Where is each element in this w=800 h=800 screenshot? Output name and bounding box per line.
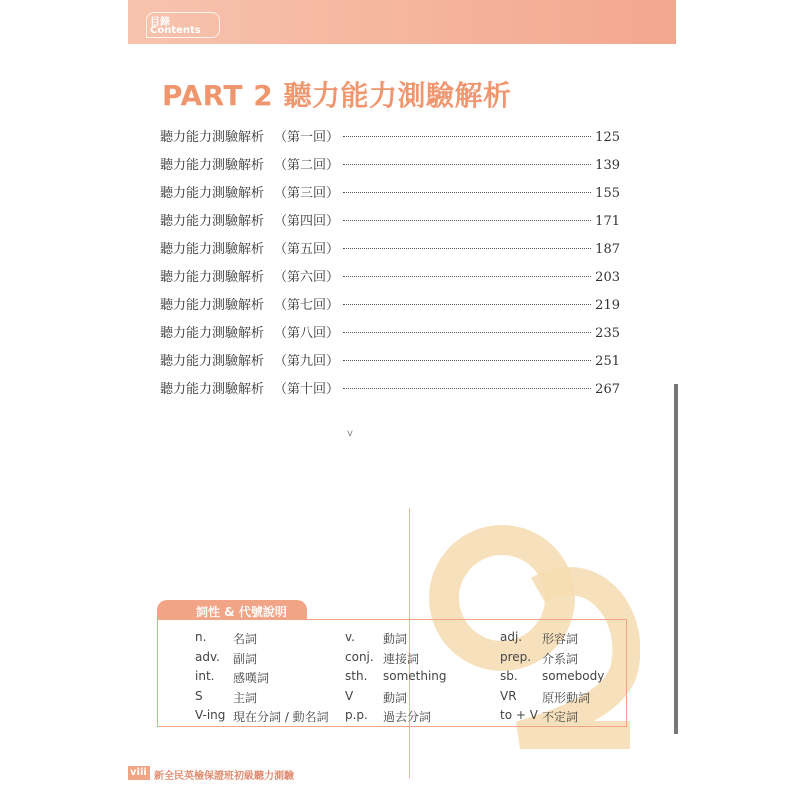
toc-leader-dots bbox=[343, 332, 591, 333]
legend-item bbox=[500, 708, 579, 724]
legend-meaning: 副詞 bbox=[233, 651, 258, 666]
footer-book-title: 新全民英檢保證班初級聽力測驗 bbox=[154, 771, 294, 782]
toc-title: 聽力能力測驗解析 bbox=[160, 214, 265, 229]
legend-meaning: 現在分詞 / 動名詞 bbox=[233, 710, 329, 724]
legend-meaning: 原形動詞 bbox=[542, 690, 591, 705]
toc-leader-dots bbox=[343, 136, 591, 137]
page-margin bbox=[676, 0, 800, 800]
legend-item bbox=[195, 649, 258, 666]
toc-title: 聽力能力測驗解析 bbox=[160, 354, 265, 369]
toc-row bbox=[160, 238, 620, 266]
toc-page-number: 187 bbox=[595, 242, 620, 257]
toc-row bbox=[160, 322, 620, 350]
legend-meaning: 介系詞 bbox=[542, 651, 579, 666]
legend-abbr: int. bbox=[195, 669, 215, 683]
legend-abbr: to + V bbox=[500, 708, 538, 722]
legend-abbr: prep. bbox=[500, 649, 532, 664]
toc-round: （第四回） bbox=[274, 214, 340, 229]
legend-item bbox=[345, 708, 432, 724]
legend-abbr: V bbox=[345, 688, 354, 703]
toc-row bbox=[160, 266, 620, 294]
legend-abbr: p.p. bbox=[345, 708, 368, 722]
toc-round: （第一回） bbox=[274, 130, 340, 145]
toc-leader-dots bbox=[343, 192, 591, 193]
toc-title: 聽力能力測驗解析 bbox=[160, 326, 265, 341]
toc-page-number: 125 bbox=[595, 130, 620, 145]
toc-page-number: 267 bbox=[595, 382, 620, 397]
toc-title: 聽力能力測驗解析 bbox=[160, 382, 265, 397]
legend-item bbox=[345, 630, 408, 646]
toc-round: （第五回） bbox=[274, 242, 340, 257]
toc-leader-dots bbox=[343, 220, 591, 221]
toc-row bbox=[160, 210, 620, 238]
legend-item bbox=[345, 688, 408, 705]
legend-abbr: VR bbox=[500, 688, 517, 703]
toc-leader-dots bbox=[343, 276, 591, 277]
legend-abbr: S bbox=[195, 688, 203, 703]
legend-meaning: 不定詞 bbox=[542, 710, 579, 724]
toc-title: 聽力能力測驗解析 bbox=[160, 270, 265, 285]
toc-row bbox=[160, 350, 620, 378]
legend-item bbox=[500, 688, 591, 705]
legend-meaning: 形容詞 bbox=[542, 632, 579, 646]
toc-round: （第九回） bbox=[274, 354, 340, 369]
toc-page-number: 171 bbox=[595, 214, 620, 229]
legend-abbr: conj. bbox=[345, 649, 374, 664]
toc-leader-dots bbox=[343, 304, 591, 305]
legend-abbr: sb. bbox=[500, 669, 518, 683]
toc-leader-dots bbox=[343, 248, 591, 249]
legend-abbr: v. bbox=[345, 630, 355, 644]
legend-meaning: 動詞 bbox=[383, 690, 408, 705]
legend-meaning: 感嘆詞 bbox=[233, 671, 270, 685]
legend-item bbox=[345, 649, 420, 666]
legend-item bbox=[500, 669, 605, 683]
toc-round: （第十回） bbox=[274, 382, 340, 397]
toc-page-number: 203 bbox=[595, 270, 620, 285]
toc-title: 聽力能力測驗解析 bbox=[160, 130, 265, 145]
part-title: PART 2 聽力能力測驗解析 bbox=[162, 79, 512, 112]
toc-round: （第七回） bbox=[274, 298, 340, 313]
legend-meaning: 主詞 bbox=[233, 690, 258, 705]
legend-meaning: something bbox=[383, 669, 447, 683]
legend-item bbox=[195, 708, 329, 724]
footer-page-number: viii bbox=[130, 767, 147, 778]
toc-row bbox=[160, 126, 620, 154]
header-label-zh: 目錄 bbox=[150, 17, 170, 28]
legend-meaning: 名詞 bbox=[233, 632, 258, 646]
toc-title: 聽力能力測驗解析 bbox=[160, 186, 265, 201]
toc-page-number: 155 bbox=[595, 186, 620, 201]
legend-abbr: adj. bbox=[500, 630, 523, 644]
legend-meaning: 過去分詞 bbox=[383, 710, 432, 724]
toc-round: （第二回） bbox=[274, 158, 340, 173]
toc-round: （第六回） bbox=[274, 270, 340, 285]
toc-title: 聽力能力測驗解析 bbox=[160, 158, 265, 173]
toc-row bbox=[160, 378, 620, 406]
legend-abbr: adv. bbox=[195, 649, 220, 664]
scan-edge-shadow bbox=[674, 384, 678, 734]
legend-item bbox=[345, 669, 447, 683]
legend-item bbox=[195, 630, 258, 646]
legend-meaning: 動詞 bbox=[383, 632, 408, 646]
legend-abbr: V-ing bbox=[195, 708, 226, 722]
legend-item bbox=[195, 669, 270, 685]
toc-round: （第三回） bbox=[274, 186, 340, 201]
legend-meaning: 連接詞 bbox=[383, 651, 420, 666]
legend-title: 詞性 & 代號說明 bbox=[196, 605, 287, 619]
legend-item bbox=[500, 630, 579, 646]
legend-item bbox=[500, 649, 579, 666]
toc-page-number: 235 bbox=[595, 326, 620, 341]
toc-page-number: 139 bbox=[595, 158, 620, 173]
toc-leader-dots bbox=[343, 360, 591, 361]
legend-item bbox=[195, 688, 258, 705]
legend-abbr: n. bbox=[195, 630, 207, 644]
legend-abbr: sth. bbox=[345, 669, 368, 683]
toc-round: （第八回） bbox=[274, 326, 340, 341]
toc-page-number: 251 bbox=[595, 354, 620, 369]
toc-leader-dots bbox=[343, 388, 591, 389]
toc-title: 聽力能力測驗解析 bbox=[160, 242, 265, 257]
toc-row bbox=[160, 294, 620, 322]
legend-meaning: somebody bbox=[542, 669, 605, 683]
toc-page-number: 219 bbox=[595, 298, 620, 313]
table-of-contents bbox=[160, 126, 620, 406]
toc-row bbox=[160, 154, 620, 182]
toc-leader-dots bbox=[343, 164, 591, 165]
toc-title: 聽力能力測驗解析 bbox=[160, 298, 265, 313]
header-label-en: Contents bbox=[150, 25, 201, 36]
scan-mark: v bbox=[347, 428, 353, 439]
toc-row bbox=[160, 182, 620, 210]
